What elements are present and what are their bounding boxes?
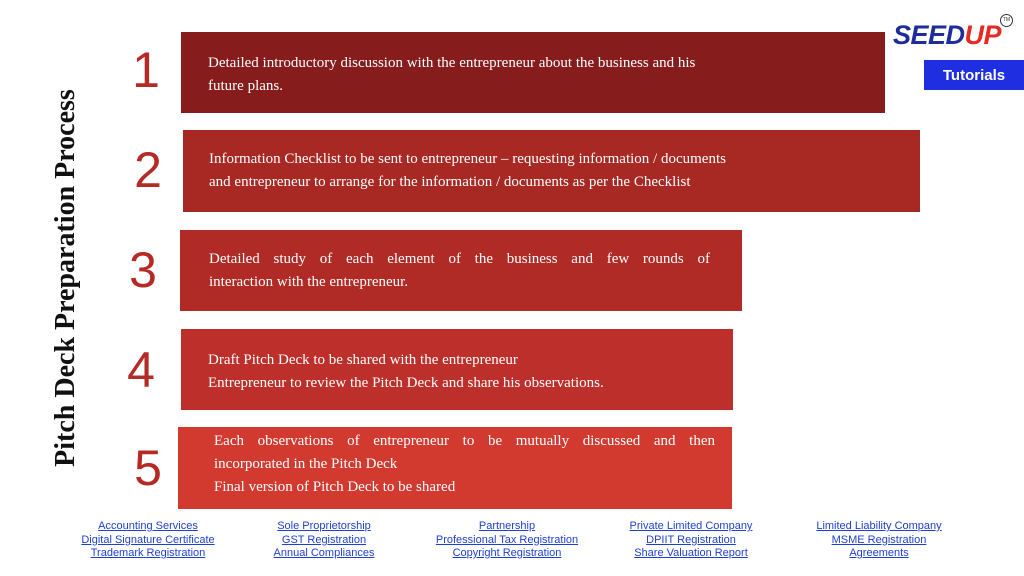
footer-column-1 [48,520,248,561]
step-number-3: 3 [129,242,157,298]
logo-seed-text: SEED [893,20,965,50]
footer-link-annual-compliances[interactable]: Annual Compliances [273,547,375,559]
footer-column-2 [224,520,424,561]
step-2-line-1: Information Checklist to be sent to entrepreneur – requesting information / documents [209,151,726,167]
step-box-3 [180,230,742,311]
footer-link-digital-signature[interactable]: Digital Signature Certificate [81,533,215,546]
step-number-2: 2 [134,142,162,198]
step-number-1: 1 [132,42,160,98]
step-5-line-2: incorporated in the Pitch Deck [214,456,398,472]
step-number-4: 4 [127,342,155,398]
seedup-logo[interactable] [893,20,1001,51]
step-number-5: 5 [134,440,162,496]
footer-link-professional-tax[interactable]: Professional Tax Registration [435,533,579,546]
footer-link-sole-proprietorship[interactable]: Sole Proprietorship [277,520,371,532]
step-box-5 [178,427,732,509]
footer-link-msme-registration[interactable]: MSME Registration [831,533,927,546]
step-5-line-1: Each observations of entrepreneur to be mutually discussed and then [214,433,715,449]
step-1-line-2: future plans. [208,78,283,94]
logo-up-text: UP [964,20,1002,50]
footer-link-share-valuation[interactable]: Share Valuation Report [634,547,748,559]
footer-link-partnership[interactable]: Partnership [478,520,536,532]
footer-link-trademark-registration[interactable]: Trademark Registration [90,547,206,559]
step-3-line-1: Detailed study of each element of the business and few rounds of [209,251,710,267]
footer-link-copyright-registration[interactable]: Copyright Registration [452,547,562,559]
footer-link-agreements[interactable]: Agreements [849,547,909,559]
footer-link-gst-registration[interactable]: GST Registration [281,533,367,546]
step-5-line-3: Final version of Pitch Deck to be shared [214,479,456,495]
step-box-1 [181,32,885,113]
step-box-2 [183,130,920,212]
step-4-line-2: Entrepreneur to review the Pitch Deck and share his observations. [208,375,604,391]
step-box-4 [181,329,733,410]
step-1-line-1: Detailed introductory discussion with the entrepreneur about the business and his [208,55,696,71]
footer-column-3 [407,520,607,561]
footer-link-llp[interactable]: Limited Liability Company [816,520,942,532]
footer-link-dpiit-registration[interactable]: DPIIT Registration [646,533,736,546]
page-title: Pitch Deck Preparation Process [50,89,81,467]
step-3-line-2: interaction with the entrepreneur. [209,274,409,290]
footer-column-5 [779,520,979,561]
step-2-line-2: and entrepreneur to arrange for the information / documents as per the Checklist [209,174,691,190]
footer-link-private-limited[interactable]: Private Limited Company [629,520,753,532]
tutorials-button[interactable]: Tutorials [924,60,1024,90]
footer-link-accounting-services[interactable]: Accounting Services [98,520,198,532]
trademark-icon: TM [1000,14,1013,27]
step-4-line-1: Draft Pitch Deck to be shared with the entrepreneur [208,352,518,368]
footer-column-4 [591,520,791,561]
